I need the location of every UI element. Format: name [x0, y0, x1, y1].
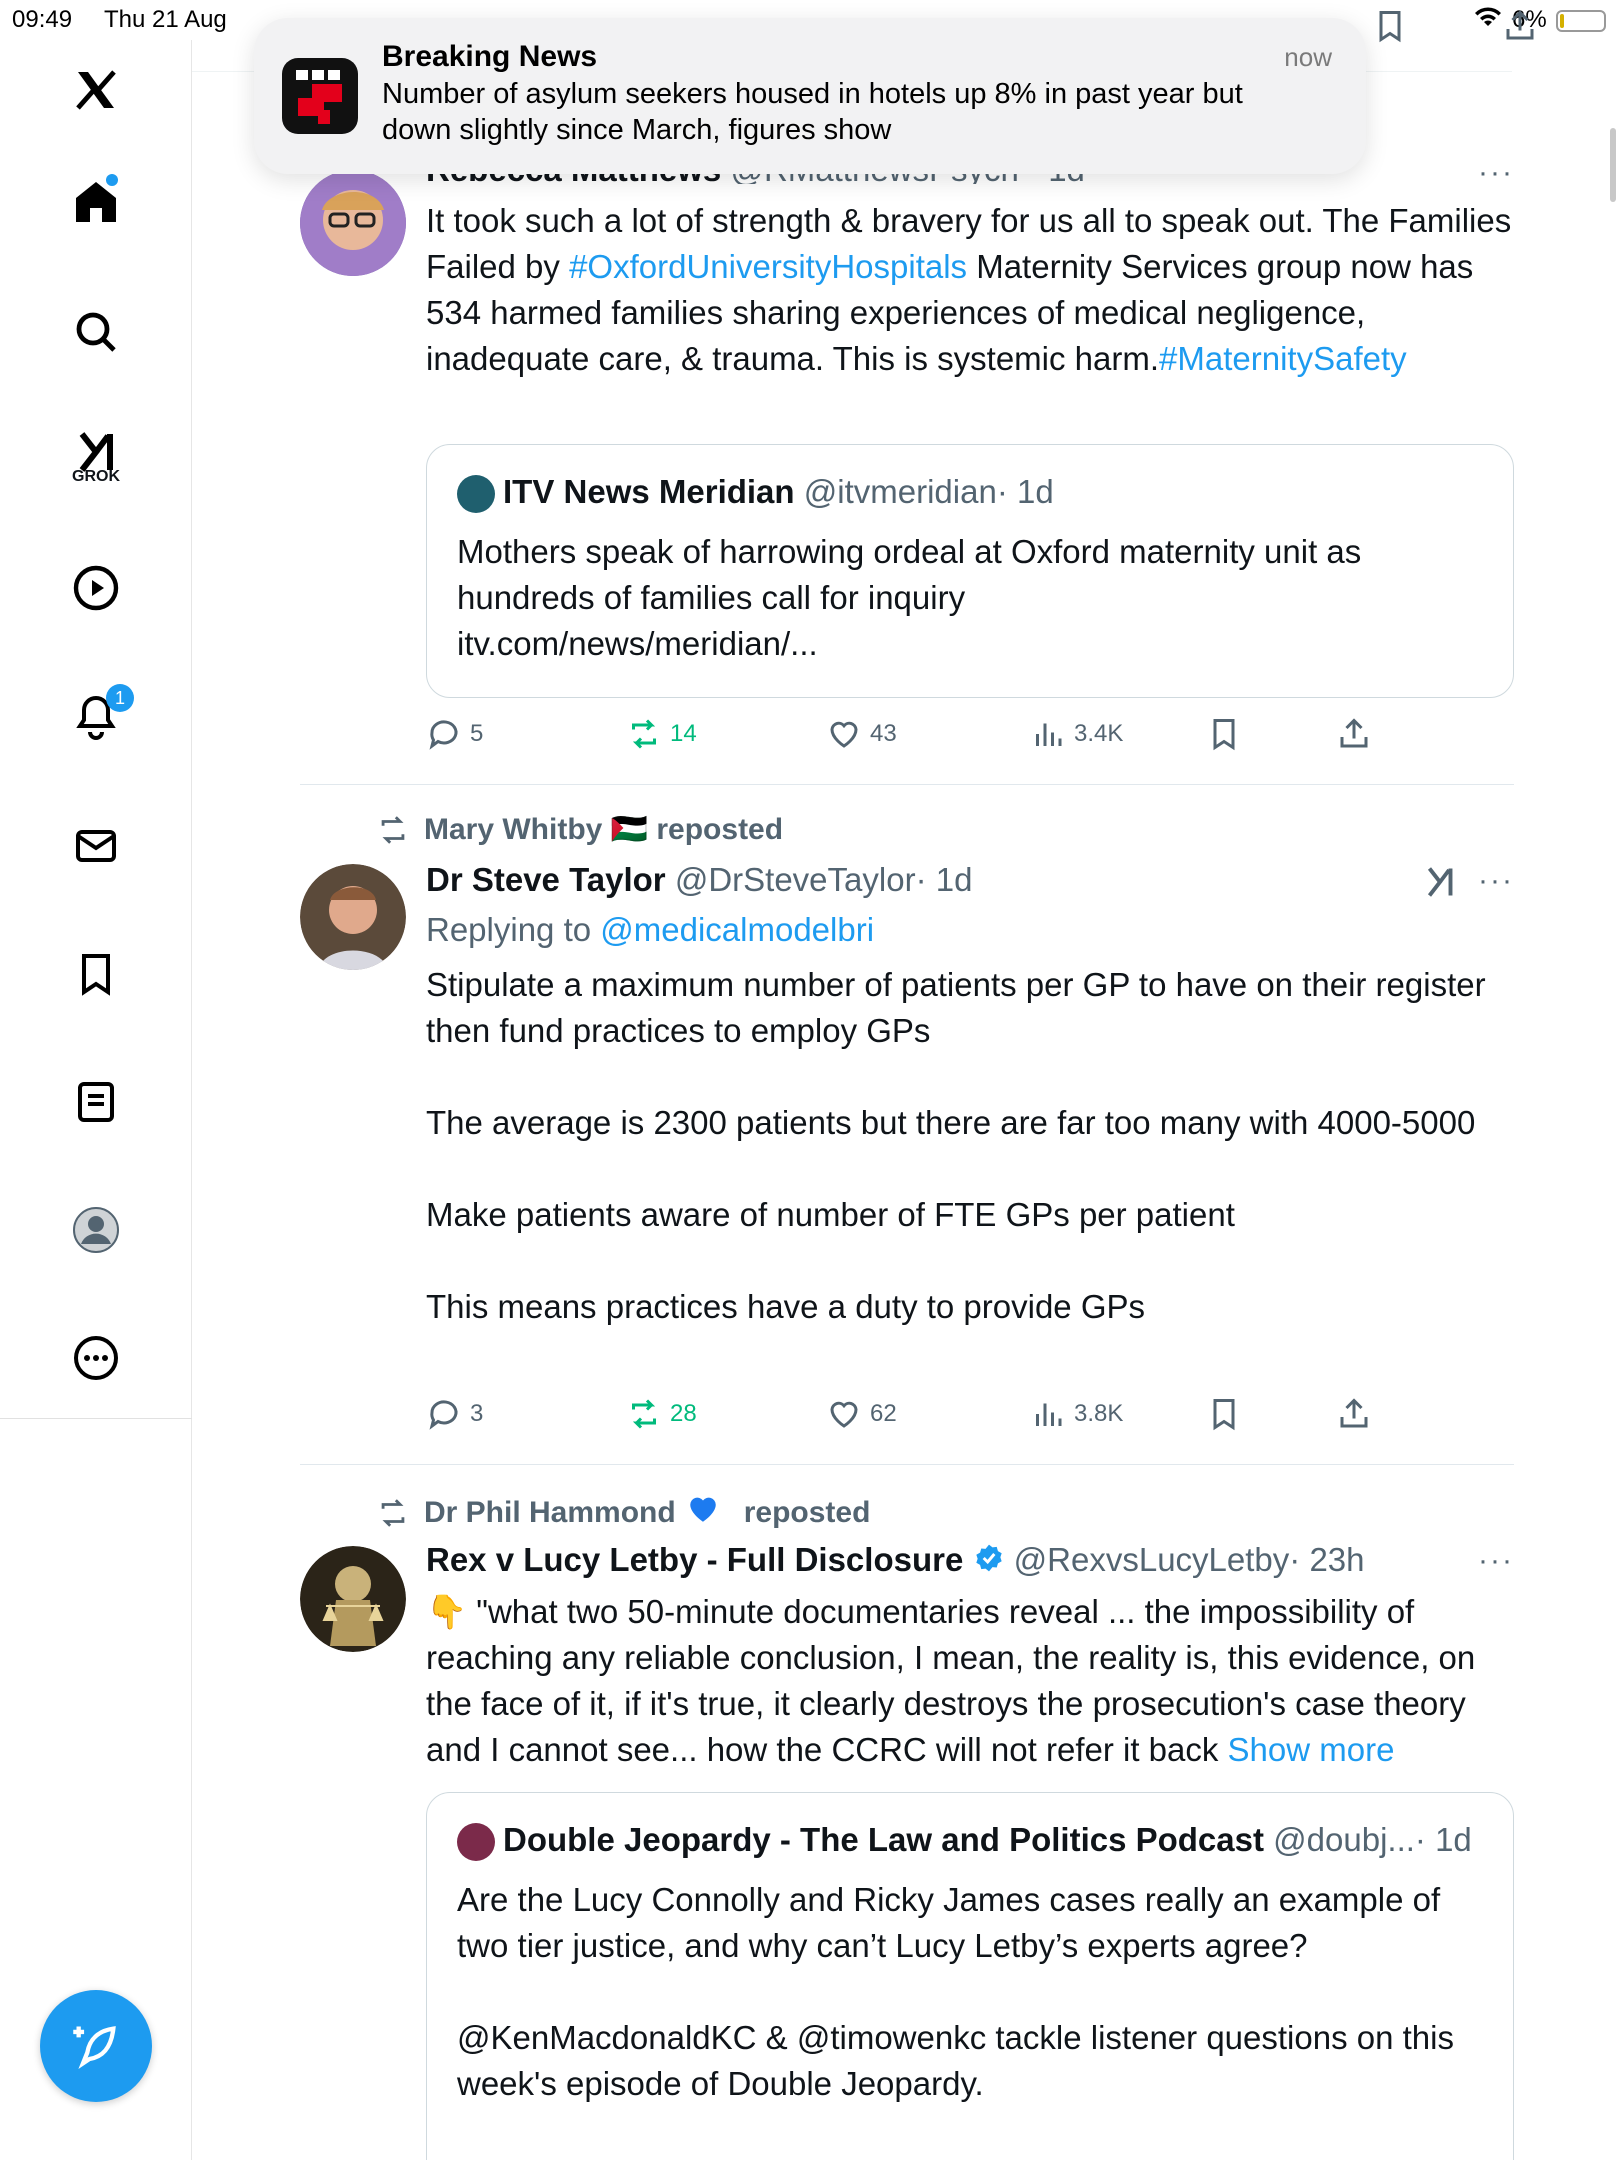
tweet-separator: [300, 784, 1514, 785]
bookmark-icon: [1206, 716, 1242, 752]
like-button[interactable]: [826, 1396, 897, 1432]
battery-percent: 6%: [1512, 6, 1547, 33]
share-icon: [1336, 716, 1372, 752]
like-button[interactable]: [826, 716, 897, 752]
search-icon[interactable]: [60, 296, 132, 368]
notifications-icon[interactable]: [60, 680, 132, 752]
blue-heart-icon: [686, 1492, 734, 1534]
tweet-time[interactable]: · 1d: [915, 861, 973, 898]
hashtag-link[interactable]: #OxfordUniversityHospitals: [569, 248, 968, 285]
reply-button[interactable]: [426, 716, 483, 752]
hashtag-link[interactable]: #MaternitySafety: [1159, 340, 1407, 377]
more-options-icon[interactable]: ···: [1478, 864, 1514, 897]
avatar[interactable]: [300, 170, 406, 276]
scrollbar[interactable]: [1610, 128, 1616, 202]
tweet-rex-v-lucy-letby[interactable]: [300, 1540, 1514, 2160]
tweet-separator: [300, 1464, 1514, 1465]
messages-icon[interactable]: [60, 810, 132, 882]
notification-title: Breaking News: [382, 40, 598, 73]
bookmark-button[interactable]: [1206, 716, 1250, 752]
video-icon[interactable]: [60, 552, 132, 624]
reply-count: 3: [470, 1400, 484, 1427]
more-options-icon[interactable]: [60, 1322, 132, 1394]
reposted-label: reposted: [743, 1496, 871, 1529]
verified-badge-icon: [973, 1542, 1005, 1583]
share-icon: [1336, 1396, 1372, 1432]
grok-icon[interactable]: [60, 424, 132, 496]
repost-button[interactable]: [626, 1396, 697, 1432]
share-button[interactable]: [1336, 1396, 1380, 1432]
compose-button[interactable]: [40, 1990, 152, 2102]
tweet-actions: [426, 1396, 1514, 1436]
bookmarks-icon[interactable]: [60, 938, 132, 1010]
quote-avatar: [457, 1823, 495, 1861]
bookmark-button[interactable]: [1206, 1396, 1250, 1432]
compose-feather-icon: [70, 2020, 122, 2072]
reply-button[interactable]: [426, 1396, 483, 1432]
reply-icon: [426, 1396, 462, 1432]
quoted-tweet-card[interactable]: [426, 444, 1514, 698]
repost-icon: [626, 1396, 662, 1432]
quote-text: Mothers speak of harrowing ordeal at Oxford maternity unit as hundreds of families call for inquiry itv.com/news/meridian/...: [457, 533, 1362, 662]
tweet-text: It took such a lot of strength & bravery for us all to speak out. The Families Failed by #OxfordUniversityHospitals Maternity Services group now has 534 harmed families sharing experiences of medical negligence, inadequate care, & trauma. This is systemic harm.#MaternitySafety: [426, 202, 1521, 377]
quote-header: [457, 1821, 1472, 1861]
quote-author-name: Double Jeopardy - The Law and Politics Podcast: [503, 1821, 1264, 1858]
quoted-tweet-card[interactable]: [426, 1792, 1514, 2160]
sidebar-divider: [0, 1418, 192, 1419]
avatar[interactable]: [300, 864, 406, 970]
quote-header: [457, 473, 1054, 513]
battery-icon: [1556, 10, 1606, 32]
views-icon: [1030, 716, 1066, 752]
notifications-badge: 1: [106, 684, 134, 712]
repost-indicator[interactable]: [376, 1492, 870, 1534]
views-button[interactable]: [1030, 1396, 1123, 1432]
status-time: 09:49: [12, 6, 73, 33]
bbc-news-app-icon: [282, 58, 358, 134]
quote-time: · 1d: [996, 473, 1054, 510]
like-count: 43: [870, 720, 897, 747]
repost-icon: [376, 1496, 410, 1530]
views-button[interactable]: [1030, 716, 1123, 752]
replying-to: Replying to @medicalmodelbri: [426, 911, 875, 948]
reply-icon: [426, 716, 462, 752]
reply-count: 5: [470, 720, 484, 747]
tweet-time[interactable]: · 23h: [1289, 1541, 1365, 1578]
view-count: 3.8K: [1074, 1400, 1124, 1427]
x-logo-icon[interactable]: [60, 54, 132, 126]
quote-text: Are the Lucy Connolly and Ricky James cases really an example of two tier justice, and why can’t Lucy Letby’s experts agree? @KenMacdonaldKC & @timowenkc tackle listener questions on this week's episode of Double Jeopardy.: [457, 1881, 1454, 2102]
home-unread-dot: [106, 174, 118, 186]
like-count: 62: [870, 1400, 897, 1427]
bookmark-icon: [1206, 1396, 1242, 1432]
tweet-rebecca-matthews[interactable]: [300, 150, 1521, 770]
author-name[interactable]: Dr Steve Taylor: [426, 861, 666, 898]
repost-icon: [626, 716, 662, 752]
sidebar: [0, 40, 192, 2160]
profile-avatar-icon[interactable]: [60, 1194, 132, 1266]
share-icon[interactable]: [1502, 8, 1538, 44]
lists-icon[interactable]: [60, 1066, 132, 1138]
repost-indicator[interactable]: [376, 812, 783, 847]
avatar[interactable]: [300, 1546, 406, 1652]
tweet-dr-steve-taylor[interactable]: [300, 860, 1514, 1427]
notification-time: now: [1284, 42, 1332, 72]
heart-icon: [826, 1396, 862, 1432]
status-date: Thu 21 Aug: [104, 6, 227, 33]
reply-to-link[interactable]: @medicalmodelbri: [600, 911, 875, 948]
notification-banner[interactable]: [254, 18, 1366, 174]
bookmark-icon[interactable]: [1372, 8, 1408, 44]
quote-author-handle: @itvmeridian: [803, 473, 997, 510]
heart-icon: [826, 716, 862, 752]
reposted-by-label: Mary Whitby 🇵🇸 reposted: [424, 813, 784, 846]
tweet-header: [426, 860, 1514, 900]
reposted-by-name: Dr Phil Hammond: [424, 1496, 676, 1529]
home-icon[interactable]: [60, 166, 132, 238]
repost-button[interactable]: [626, 716, 697, 752]
quote-author-handle: @doubj...: [1273, 1821, 1415, 1858]
more-options-icon[interactable]: ···: [1478, 1544, 1514, 1577]
quote-avatar: [457, 475, 495, 513]
more-options-icon[interactable]: ···: [1478, 156, 1514, 189]
tweet-text: Stipulate a maximum number of patients per GP to have on their register then fund practices to employ GPs The average is 2300 patients but there are far too many with 4000-5000 Make patients aware of number of FTE GPs per patient This means practices have a duty to provide GPs: [426, 966, 1486, 1325]
repost-icon: [376, 813, 410, 847]
tweet-text: 👇 "what two 50-minute documentaries reveal ... the impossibility of reaching any reliable conclusion, I mean, the reality is, this evidence, on the face of it, if it's true, it clearly destroys the prosecution's case theory and I cannot see... how the CCRC will not refer it back Show more: [426, 1592, 1485, 1768]
share-button[interactable]: [1336, 716, 1380, 752]
views-icon: [1030, 1396, 1066, 1432]
quote-author-name: ITV News Meridian: [503, 473, 795, 510]
show-more-link[interactable]: Show more: [1227, 1730, 1395, 1768]
tweet-actions: [426, 716, 1514, 756]
author-handle[interactable]: @RexvsLucyLetby: [1013, 1541, 1290, 1578]
repost-count: 14: [670, 720, 697, 747]
repost-count: 28: [670, 1400, 697, 1427]
notification-body: Number of asylum seekers housed in hotels up 8% in past year but down slightly since March, figures show: [382, 78, 1243, 146]
grok-icon[interactable]: [1422, 864, 1458, 905]
author-name[interactable]: Rex v Lucy Letby - Full Disclosure: [426, 1541, 964, 1578]
view-count: 3.4K: [1074, 720, 1124, 747]
quote-time: · 1d: [1414, 1821, 1472, 1858]
grok-label: GROK: [72, 468, 120, 485]
tweet-header: [426, 1540, 1514, 1583]
author-handle[interactable]: @DrSteveTaylor: [674, 861, 916, 898]
